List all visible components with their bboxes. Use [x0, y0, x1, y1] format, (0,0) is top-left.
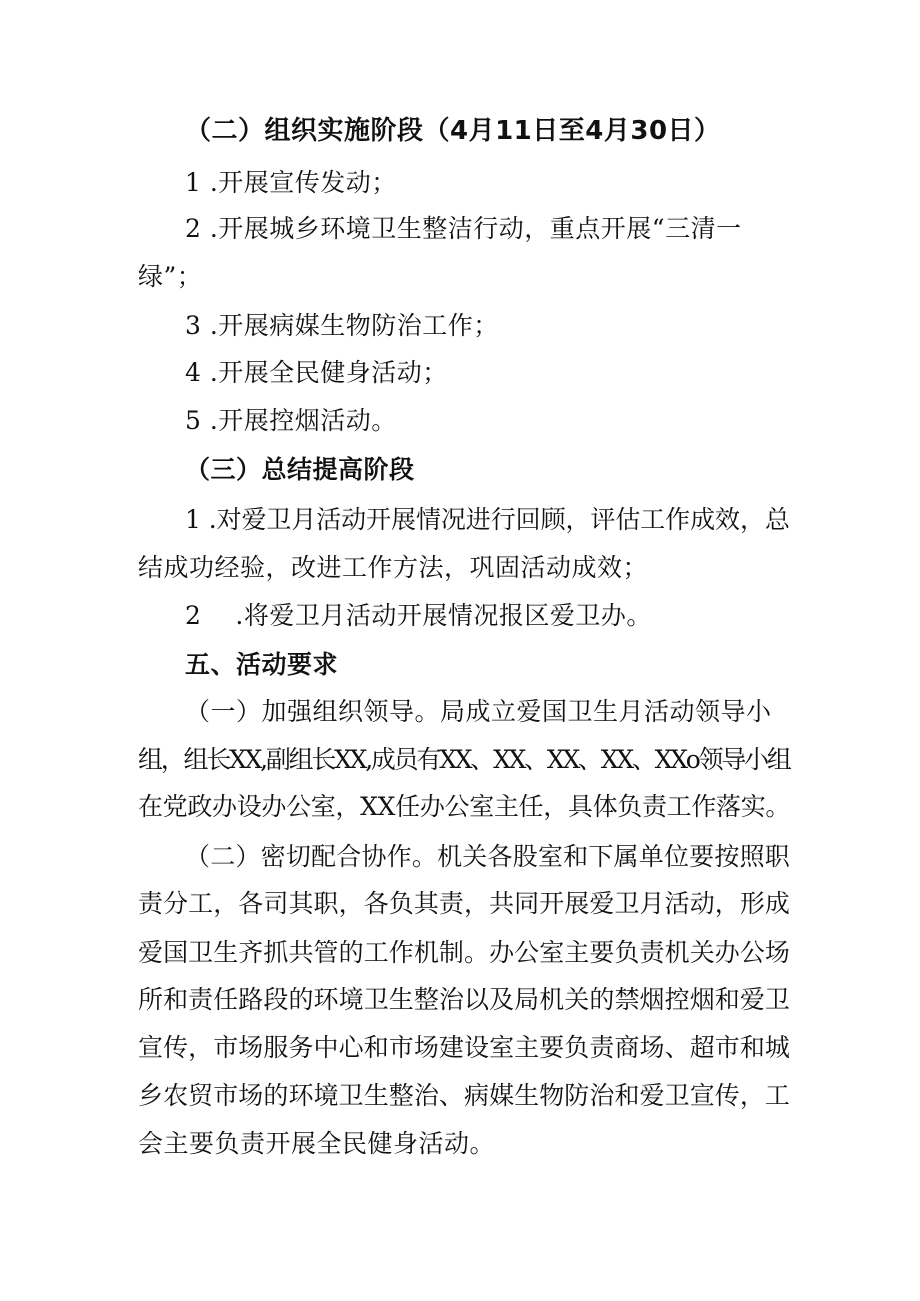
stage2-item-3: 3 .开展病媒生物防治工作；: [185, 311, 499, 340]
stage3-item-2-number: 2: [185, 601, 202, 630]
stage3-heading: （三）总结提高阶段: [185, 455, 415, 484]
stage2-item-4: 4 .开展全民健身活动；: [185, 358, 448, 387]
para1-line-1: （一）加强组织领导。局成立爱国卫生月活动领导小: [185, 697, 772, 726]
para1-line-2: 组，组长XX,副组长XX,成员有XX、XX、XX、XX、XXo领导小组: [138, 745, 790, 774]
para2-line-3: 爱国卫生齐抓共管的工作机制。办公室主要负责机关办公场: [138, 938, 791, 967]
stage2-heading: （二）组织实施阶段（4月11日至4月30日）: [185, 116, 721, 146]
para2-line-5: 宣传，市场服务中心和市场建设室主要负责商场、超市和城: [138, 1033, 791, 1062]
para1-line-3: 在党政办设办公室，XX任办公室主任，具体负责工作落实。: [138, 792, 791, 821]
para2-line-4: 所和责任路段的环境卫生整治以及局机关的禁烟控烟和爱卫: [138, 985, 791, 1014]
para2-line-2: 责分工，各司其职，各负其责，共同开展爱卫月活动，形成: [138, 889, 791, 918]
section5-heading: 五、活动要求: [185, 650, 339, 679]
para2-line-6: 乡农贸市场的环境卫生整治、病媒生物防治和爱卫宣传，工: [138, 1081, 791, 1110]
stage2-item-2: 2 .开展城乡环境卫生整洁行动，重点开展“三清一: [185, 214, 742, 243]
stage3-item-2: [185, 601, 652, 631]
stage3-item-1: 1 .对爱卫月活动开展情况进行回顾，评估工作成效，总: [185, 505, 790, 534]
stage3-item-2-text: .将爱卫月活动开展情况报区爱卫办。: [235, 601, 652, 630]
stage2-item-1: 1 .开展宣传发动；: [185, 168, 397, 197]
para2-line-1: （二）密切配合协作。机关各股室和下属单位要按照职: [185, 842, 791, 871]
stage3-item-1-cont: 结成功经验，改进工作方法，巩固活动成效；: [138, 553, 649, 582]
stage2-item-5: 5 .开展控烟活动。: [185, 406, 397, 435]
para2-line-7: 会主要负责开展全民健身活动。: [138, 1129, 496, 1158]
stage2-item-2-cont: 绿”；: [138, 262, 203, 291]
